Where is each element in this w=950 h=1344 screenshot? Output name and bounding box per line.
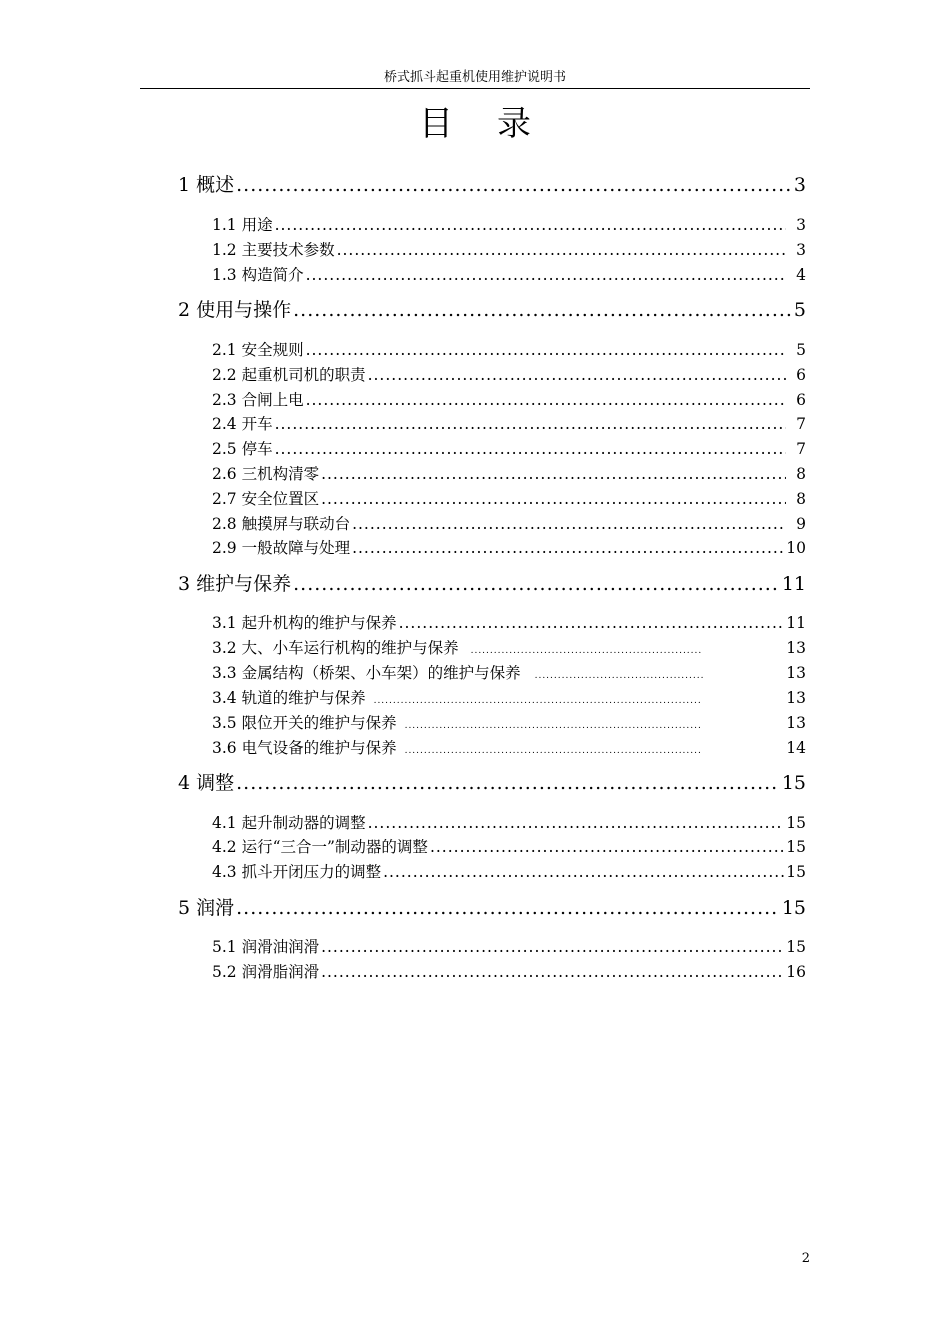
toc-leader — [374, 691, 702, 711]
toc-leader — [236, 173, 792, 197]
toc-chapter-3[interactable] — [178, 572, 806, 596]
toc-entry-label: 2 使用与操作 — [178, 299, 292, 321]
toc-item-3-2[interactable] — [212, 638, 806, 661]
toc-page-number: 15 — [786, 938, 806, 956]
toc-leader — [399, 613, 785, 633]
toc-page-number: 8 — [796, 465, 806, 483]
toc-entry-label: 4.3 抓斗开闭压力的调整 — [212, 863, 382, 881]
toc-entry-label: 3.3 金属结构（桥架、小车架）的维护与保养 — [212, 664, 521, 682]
toc-page-number: 9 — [796, 515, 806, 533]
toc-page-number: 3 — [796, 241, 806, 259]
toc-entry-label: 5 润滑 — [178, 897, 235, 919]
toc-item-4-1[interactable] — [212, 813, 806, 833]
toc-leader — [306, 340, 786, 360]
toc-leader — [293, 298, 792, 322]
toc-leader — [293, 572, 780, 596]
toc-leader — [236, 771, 780, 795]
toc-leader — [321, 464, 786, 484]
toc-entry-label: 3.4 轨道的维护与保养 — [212, 689, 366, 707]
toc-leader — [430, 837, 784, 857]
toc-entry-label: 3.2 大、小车运行机构的维护与保养 — [212, 639, 459, 657]
toc-item-3-3[interactable] — [212, 663, 806, 686]
toc-page-number: 11 — [786, 614, 806, 632]
toc-leader — [306, 390, 786, 410]
toc-page-number: 15 — [786, 814, 806, 832]
toc-entry-label: 3 维护与保养 — [178, 573, 292, 595]
toc-entry-label: 2.7 安全位置区 — [212, 490, 320, 508]
toc-entry-label: 1.1 用途 — [212, 216, 273, 234]
toc-item-5-1[interactable] — [212, 937, 806, 957]
toc-item-2-6[interactable] — [212, 464, 806, 484]
toc-leader — [275, 439, 786, 459]
toc-page-number: 8 — [796, 490, 806, 508]
page-number: 2 — [801, 1251, 810, 1266]
toc-leader — [383, 862, 784, 882]
toc-entry-label: 2.2 起重机司机的职责 — [212, 366, 366, 384]
toc-entry-label: 3.5 限位开关的维护与保养 — [212, 714, 397, 732]
toc-chapter-5[interactable] — [178, 896, 806, 920]
toc-item-2-2[interactable] — [212, 365, 806, 385]
toc-entry-label: 2.8 触摸屏与联动台 — [212, 515, 351, 533]
toc-chapter-4[interactable] — [178, 771, 806, 795]
toc-leader — [236, 896, 780, 920]
toc-entry-label: 2.3 合闸上电 — [212, 391, 304, 409]
toc-item-4-2[interactable] — [212, 837, 806, 857]
toc-page-number: 5 — [796, 341, 806, 359]
toc-page-number: 16 — [786, 963, 806, 981]
toc-page-number: 13 — [786, 689, 806, 707]
toc-page-number: 4 — [796, 266, 806, 284]
toc-entry-label: 4.1 起升制动器的调整 — [212, 814, 366, 832]
running-header: 桥式抓斗起重机使用维护说明书 — [383, 70, 566, 85]
toc-page-number: 15 — [786, 838, 806, 856]
toc-leader — [368, 813, 785, 833]
toc-entry-label: 5.1 润滑油润滑 — [212, 938, 320, 956]
toc-page-number: 11 — [781, 573, 806, 595]
toc-item-2-4[interactable] — [212, 414, 806, 434]
toc-item-2-5[interactable] — [212, 439, 806, 459]
toc-leader — [275, 215, 786, 235]
toc-page-number: 6 — [796, 366, 806, 384]
toc-item-1-3[interactable] — [212, 265, 806, 285]
toc-leader — [337, 240, 786, 260]
toc-page-number: 7 — [796, 440, 806, 458]
toc-item-3-1[interactable] — [212, 613, 806, 633]
toc-item-2-3[interactable] — [212, 390, 806, 410]
toc-item-1-2[interactable] — [212, 240, 806, 260]
toc-entry-label: 2.5 停车 — [212, 440, 273, 458]
toc-item-3-4[interactable] — [212, 688, 806, 711]
toc-leader — [275, 414, 786, 434]
toc-item-5-2[interactable] — [212, 962, 806, 982]
toc-leader — [352, 538, 784, 558]
toc-entry-label: 2.4 开车 — [212, 415, 273, 433]
toc-leader — [306, 265, 786, 285]
toc-page-number: 3 — [796, 216, 806, 234]
toc-entry-label: 3.1 起升机构的维护与保养 — [212, 614, 397, 632]
toc-item-1-1[interactable] — [212, 215, 806, 235]
toc-entry-label: 2.1 安全规则 — [212, 341, 304, 359]
toc-leader — [405, 716, 701, 736]
toc-entry-label: 5.2 润滑脂润滑 — [212, 963, 320, 981]
toc-leader — [368, 365, 786, 385]
toc-entry-label: 1.3 构造简介 — [212, 266, 304, 284]
toc-page-number: 5 — [793, 299, 806, 321]
toc-chapter-1[interactable] — [178, 173, 806, 197]
toc-leader — [471, 641, 701, 661]
toc-leader — [321, 489, 786, 509]
toc-entry-label: 3.6 电气设备的维护与保养 — [212, 739, 397, 757]
page-title: 目录 — [419, 104, 575, 144]
toc-page-number: 6 — [796, 391, 806, 409]
toc-item-4-3[interactable] — [212, 862, 806, 882]
toc-page-number: 13 — [786, 714, 806, 732]
toc-leader — [405, 741, 701, 761]
toc-page-number: 13 — [786, 639, 806, 657]
toc-item-2-8[interactable] — [212, 514, 806, 534]
toc-page-number: 14 — [786, 739, 806, 757]
toc-page-number: 7 — [796, 415, 806, 433]
toc-leader — [321, 937, 784, 957]
toc-leader — [535, 666, 703, 686]
toc-page-number: 15 — [781, 897, 806, 919]
toc-leader — [321, 962, 784, 982]
toc-page-number: 10 — [786, 539, 806, 557]
toc-entry-label: 2.9 一般故障与处理 — [212, 539, 351, 557]
toc-leader — [352, 514, 786, 534]
toc-entry-label: 1 概述 — [178, 174, 235, 196]
toc-entry-label: 1.2 主要技术参数 — [212, 241, 335, 259]
toc-item-3-6[interactable] — [212, 738, 806, 761]
toc-chapter-2[interactable] — [178, 298, 806, 322]
toc-item-2-1[interactable] — [212, 340, 806, 360]
toc-entry-label: 4 调整 — [178, 772, 235, 794]
toc-page-number: 3 — [793, 174, 806, 196]
toc-item-2-9[interactable] — [212, 538, 806, 558]
toc-entry-label: 2.6 三机构清零 — [212, 465, 320, 483]
toc-page-number: 13 — [786, 664, 806, 682]
toc-item-2-7[interactable] — [212, 489, 806, 509]
toc-page-number: 15 — [786, 863, 806, 881]
toc-page-number: 15 — [781, 772, 806, 794]
toc-entry-label: 4.2 运行“三合一”制动器的调整 — [212, 838, 428, 856]
toc-item-3-5[interactable] — [212, 713, 806, 736]
